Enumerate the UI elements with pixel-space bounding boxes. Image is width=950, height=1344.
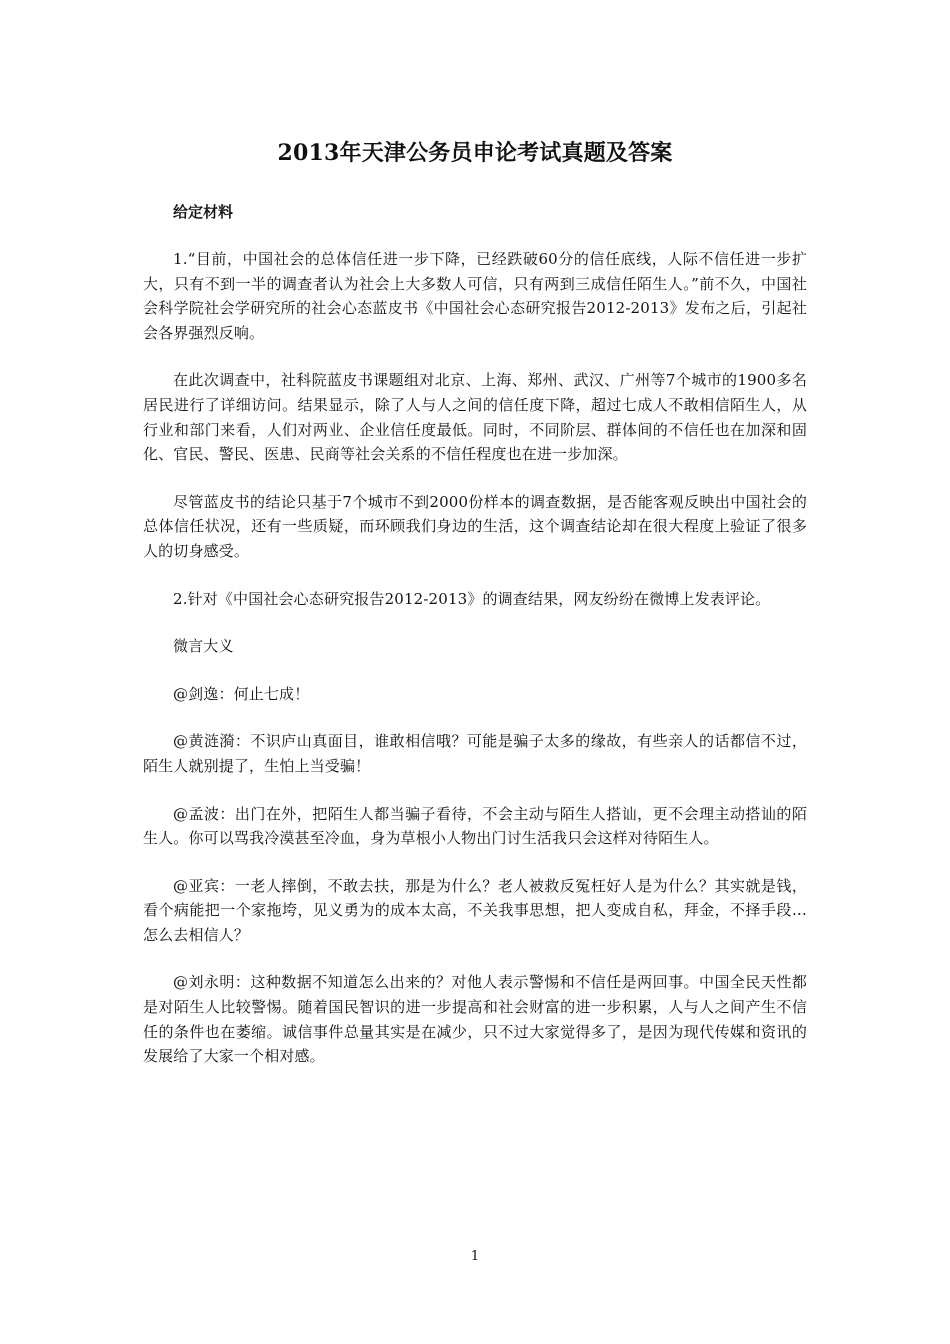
document-title: 2013年天津公务员申论考试真题及答案	[277, 140, 673, 166]
comment-huang-lianyi: @黄涟漪：不识庐山真面目，谁敢相信哦？可能是骗子太多的缘故，有些亲人的话都信不过，陌生人就别提了，生怕上当受骗！	[143, 732, 807, 775]
paragraph-survey-details: 在此次调查中，社科院蓝皮书课题组对北京、上海、郑州、武汉、广州等7个城市的1900多名居民进行了详细访问。结果显示，除了人与人之间的信任度下降，超过七成人不敢相信陌生人，从行业和部门来看，人们对两业、企业信任度最低。同时，不同阶层、群体间的不信任也在加深和固化、官民、警民、医患、民商等社会关系的不信任程度也在进一步加深。	[143, 371, 807, 464]
comment-jianyi: @剑逸：何止七成！	[173, 684, 310, 703]
comment-meng-bo: @孟波：出门在外，把陌生人都当骗子看待，不会主动与陌生人搭讪，更不会理主动搭讪的陌生人。你可以骂我冷漠甚至冷血，身为草根小人物出门讨生活我只会这样对待陌生人。	[143, 804, 807, 848]
comment-liu-yongming: @刘永明：这种数据不知道怎么出来的？对他人表示警惕和不信任是两回事。中国全民天性都是对陌生人比较警惕。随着国民智识的进一步提高和社会财富的进一步积累，人与人之间产生不信任的条件也在萎缩。诚信事件总量其实是在减少，只不过大家觉得多了，是因为现代传媒和资讯的发展给了大家一个相对感。	[143, 973, 807, 1066]
subheading-weiyan-dayi: 微言大义	[173, 637, 234, 656]
paragraph-survey-caveat: 尽管蓝皮书的结论只基于7个城市不到2000份样本的调查数据，是否能客观反映出中国社会的总体信任状况，还有一些质疑，而环顾我们身边的生活，这个调查结论却在很大程度上验证了很多人的切身感受。	[143, 492, 807, 560]
document-body	[143, 138, 807, 1069]
comment-ya-bin: @亚宾：一老人摔倒，不敢去扶，那是为什么？老人被救反冤枉好人是为什么？其实就是钱，看个病能把一个家拖垮，见义勇为的成本太高，不关我事思想，把人变成自私，拜金，不择手段…怎么去相信人？	[143, 876, 807, 944]
paragraph-material-2: 2.针对《中国社会心态研究报告2012-2013》的调查结果，网友纷纷在微博上发表评论。	[173, 589, 771, 608]
page-number: 1	[470, 1249, 480, 1264]
section-heading: 给定材料	[173, 203, 234, 221]
paragraph-material-1: 1.“目前，中国社会的总体信任进一步下降，已经跌破60分的信任底线，人际不信任进一步扩大，只有不到一半的调查者认为社会上大多数人可信，只有两到三成信任陌生人。”前不久，中国社会科学院社会学研究所的社会心态蓝皮书《中国社会心态研究报告2012-2013》发布之后，引起社会各界强烈反响。	[143, 250, 807, 342]
